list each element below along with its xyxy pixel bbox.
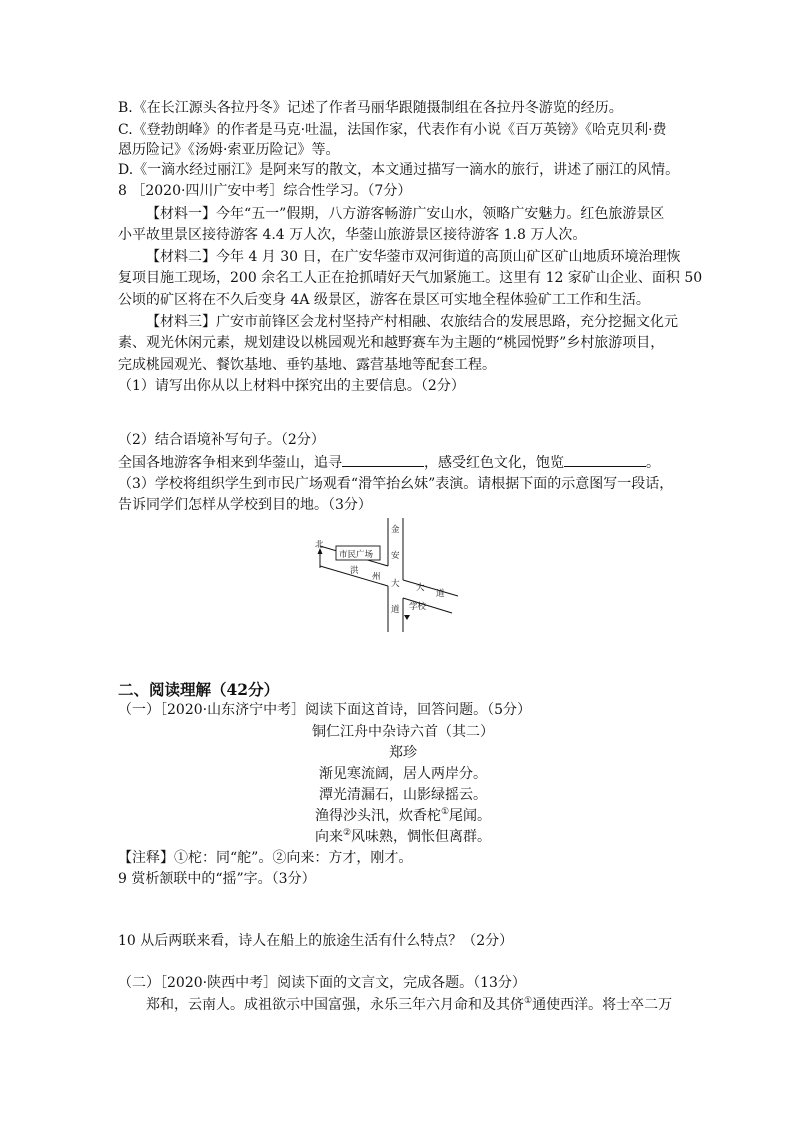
school-marker	[404, 615, 410, 620]
road-v-char-4: 道	[391, 605, 400, 615]
poem-line-4	[118, 827, 688, 847]
road-v-char-1: 金	[391, 525, 400, 535]
poem-notes: 【注释】①柁：同“舵”。②向来：方才，刚才。	[118, 850, 413, 866]
poem-line-4-part2: 风味熟，惆怅但离群。	[351, 829, 492, 845]
road-v-char-3: 大	[391, 579, 400, 589]
poem-line-4-part1: 向来	[314, 829, 343, 845]
answer-blank-2[interactable]	[564, 452, 646, 467]
material-3-line1: 【材料三】广安市前锋区会龙村坚持产村相融、农旅结合的发展思路，充分挖掘文化元	[146, 314, 678, 330]
road-d-char-2: 州	[372, 572, 381, 582]
material-2-line3: 公顷的矿区将在不久后变身 4A 级景区，游客在景区可实地全程体验矿工工作和生活。	[118, 292, 650, 308]
poem-line-1: 渐见寒流阔，居人两岸分。	[319, 766, 487, 782]
material-2-line1: 【材料二】今年 4 月 30 日，在广安华蓥市双河街道的高顶山矿区矿山地质环境治理恢	[146, 249, 681, 265]
route-map-diagram	[312, 516, 462, 634]
poem-line-3-part1: 渔得沙头汛，炊香柁	[314, 808, 441, 824]
north-label: 北	[315, 540, 324, 550]
poem-line-2: 潭光清漏石，山影绿摇云。	[319, 787, 487, 803]
classical-text-part2: 通使西洋。将士卒二万	[532, 997, 673, 1013]
material-3-line3: 完成桃园观光、餐饮基地、垂钓基地、露营基地等配套工程。	[118, 357, 496, 373]
footnote-mark-2: ②	[342, 828, 352, 838]
poem-line-3-part2: 尾闻。	[449, 808, 492, 824]
poem-title: 铜仁江舟中杂诗六首（其二）	[312, 724, 494, 740]
material-1-line1: 【材料一】今年“五一”假期，八方游客畅游广安山水，领略广安魅力。红色旅游景区	[146, 206, 665, 222]
subquestion-3-line1: （3）学校将组织学生到市民广场观看“滑竿抬幺妹”表演。请根据下面的示意图写一段话，	[118, 476, 674, 492]
road-d-char-3: 大	[416, 583, 425, 593]
option-b: B.《在长江源头各拉丹冬》记述了作者马丽华跟随摄制组在各拉丹冬游览的经历。	[118, 100, 623, 116]
fill-sentence-part3: 。	[646, 455, 660, 471]
question-9: 9 赏析颔联中的“摇”字。（3分）	[118, 871, 316, 887]
subquestion-2-fill-sentence	[118, 452, 688, 473]
material-3-line2: 素、观光休闲元素，规划建设以桃园观光和越野赛车为主题的“桃园悦野”乡村旅游项目，	[118, 335, 665, 351]
reading-1-heading: （一）［2020·山东济宁中考］阅读下面这首诗，回答问题。（5分）	[118, 702, 531, 718]
subquestion-1: （1）请写出你从以上材料中探究出的主要信息。（2分）	[118, 378, 465, 394]
poem-author: 郑珍	[389, 745, 417, 761]
school-label: 学校	[409, 602, 427, 612]
material-2-line2: 复项目施工现场，200 余名工人正在抢抓晴好天气加紧施工。这里有 12 家矿山企业、面积 50	[118, 270, 703, 286]
plaza-label: 市民广场	[339, 550, 374, 560]
subquestion-2: （2）结合语境补写句子。（2分）	[118, 432, 325, 448]
option-c-line2: 恩历险记》《汤姆·索亚历险记》等。	[118, 142, 340, 158]
road-d-char-4: 道	[436, 589, 445, 599]
option-c-line1: C.《登勃朗峰》的作者是马克·吐温，法国作家，代表作有小说《百万英镑》《哈克贝利·费	[118, 122, 667, 138]
subquestion-3-line2: 告诉同学们怎样从学校到目的地。（3分）	[118, 497, 372, 513]
road-diagonal-upper-right	[403, 580, 458, 596]
answer-blank-1[interactable]	[342, 452, 424, 467]
classical-text-line1	[146, 995, 716, 1015]
poem-line-3	[118, 806, 688, 826]
classical-text-part1: 郑和，云南人。成祖欲示中国富强，永乐三年六月命和及其侪	[146, 997, 524, 1013]
option-d: D.《一滴水经过丽江》是阿来写的散文，本文通过描写一滴水的旅行，讲述了丽江的风情。	[118, 162, 680, 178]
footnote-mark-3: ①	[524, 996, 533, 1006]
question-10: 10 从后两联来看，诗人在船上的旅途生活有什么特点？（2分）	[118, 933, 514, 949]
road-v-char-2: 安	[391, 551, 400, 561]
reading-2-heading: （二）［2020·陕西中考］阅读下面的文言文，完成各题。（13分）	[118, 975, 526, 991]
road-d-char-1: 洪	[350, 566, 359, 576]
section-2-heading: 二、阅读理解（42分）	[118, 680, 280, 699]
fill-sentence-part1: 全国各地游客争相来到华蓥山，追寻	[118, 455, 342, 471]
fill-sentence-part2: ，感受红色文化，饱览	[424, 455, 564, 471]
question-8-heading: 8 ［2020·四川广安中考］综合性学习。（7分）	[118, 183, 412, 199]
footnote-mark-1: ①	[440, 807, 450, 817]
material-1-line2: 小平故里景区接待游客 4.4 万人次，华蓥山旅游景区接待游客 1.8 万人次。	[118, 227, 587, 243]
